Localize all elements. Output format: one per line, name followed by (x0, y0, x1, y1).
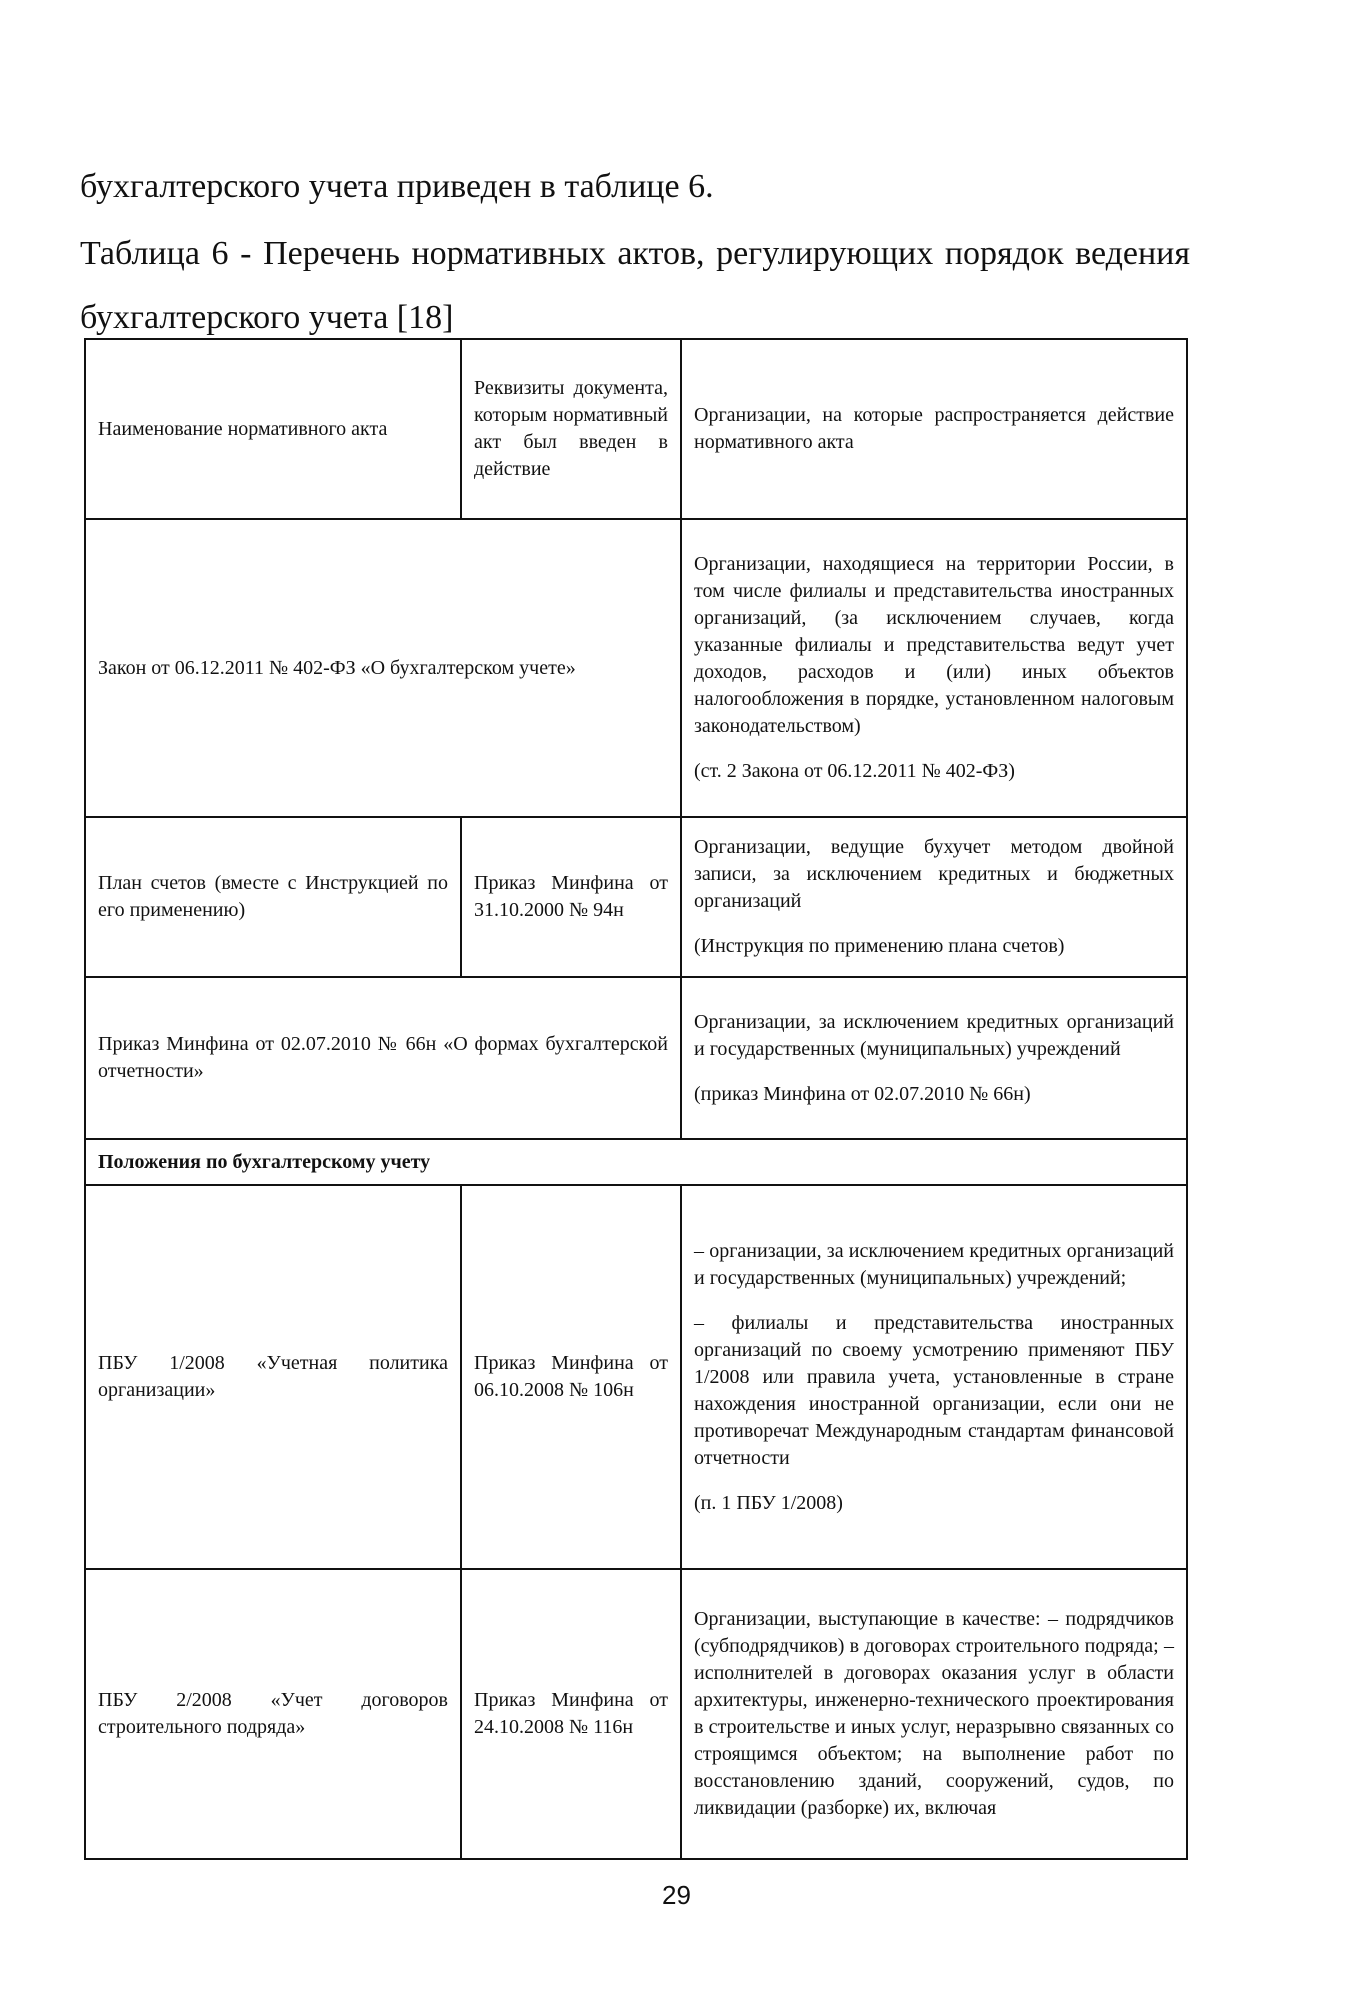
source-reference: (ст. 2 Закона от 06.12.2011 № 402-ФЗ) (694, 760, 1015, 782)
page-number: 29 (662, 1880, 691, 1910)
organizations-text: – филиалы и представительства иностранных организаций по своему усмотрению применяют ПБУ 1/2008 или правила учета, установленные в стране нахождения иностранной организации, если они не противоречат Международным стандартам финансовой отчетности (694, 1311, 1174, 1469)
table-row (85, 817, 1187, 977)
source-reference: (Инструкция по применению плана счетов) (694, 935, 1065, 957)
table-caption: Таблица 6 - Перечень нормативных актов, регулирующих порядок ведения бухгалтерского учета [18] (80, 235, 1190, 336)
act-name-cell: ПБУ 2/2008 «Учет договоров строительного подряда» (85, 1569, 461, 1859)
organizations-text: – организации, за исключением кредитных организаций и государственных (муниципальных) учреждений; (694, 1239, 1174, 1289)
table-row (85, 977, 1187, 1139)
act-name-cell: Приказ Минфина от 02.07.2010 № 66н «О формах бухгалтерской отчетности» (85, 977, 681, 1139)
header-document-details: Реквизиты документа, которым нормативный акт был введен в действие (461, 339, 681, 519)
table-row (85, 1185, 1187, 1569)
organizations-text: Организации, ведущие бухучет методом двойной записи, за исключением кредитных и бюджетных организаций (694, 836, 1174, 912)
intro-line: бухгалтерского учета приведен в таблице 6. (80, 168, 714, 205)
header-act-name: Наименование нормативного акта (85, 339, 461, 519)
act-name-cell: Закон от 06.12.2011 № 402-ФЗ «О бухгалтерском учете» (85, 519, 681, 817)
document-details-cell: Приказ Минфина от 06.10.2008 № 106н (461, 1185, 681, 1569)
organizations-cell: Организации, выступающие в качестве: – подрядчиков (субподрядчиков) в договорах строительного подряда; – исполнителей в договорах оказания услуг в области архитектуры, инженерно-технического проектирования в строительстве и иных услуг, неразрывно связанных со строящимся объектом; на выполнение работ по восстановлению зданий, сооружений, судов, по ликвидации (разборке) их, включая (681, 1569, 1187, 1859)
organizations-cell (681, 519, 1187, 817)
organizations-cell (681, 977, 1187, 1139)
regulations-table (84, 338, 1188, 1860)
table-header-row (85, 339, 1187, 519)
source-reference: (приказ Минфина от 02.07.2010 № 66н) (694, 1082, 1031, 1105)
organizations-cell (681, 817, 1187, 977)
source-reference: (п. 1 ПБУ 1/2008) (694, 1491, 843, 1514)
organizations-text: Организации, за исключением кредитных организаций и государственных (муниципальных) учреждений (694, 1010, 1174, 1060)
act-name-cell: ПБУ 1/2008 «Учетная политика организации» (85, 1185, 461, 1569)
table-row (85, 1569, 1187, 1859)
header-organizations: Организации, на которые распространяется действие нормативного акта (681, 339, 1187, 519)
document-details-cell: Приказ Минфина от 31.10.2000 № 94н (461, 817, 681, 977)
organizations-text: Организации, находящиеся на территории России, в том числе филиалы и представительства иностранных организаций, (за исключением случаев, когда указанные филиалы и представительства ведут учет доходов, расходов и (или) иных объектов налогообложения в порядке, установленном налоговым законодательством) (694, 553, 1174, 737)
organizations-cell (681, 1185, 1187, 1569)
document-details-cell: Приказ Минфина от 24.10.2008 № 116н (461, 1569, 681, 1859)
act-name-cell: План счетов (вместе с Инструкцией по его применению) (85, 817, 461, 977)
table-row (85, 519, 1187, 817)
section-row (85, 1139, 1187, 1185)
section-title: Положения по бухгалтерскому учету (85, 1139, 1187, 1185)
